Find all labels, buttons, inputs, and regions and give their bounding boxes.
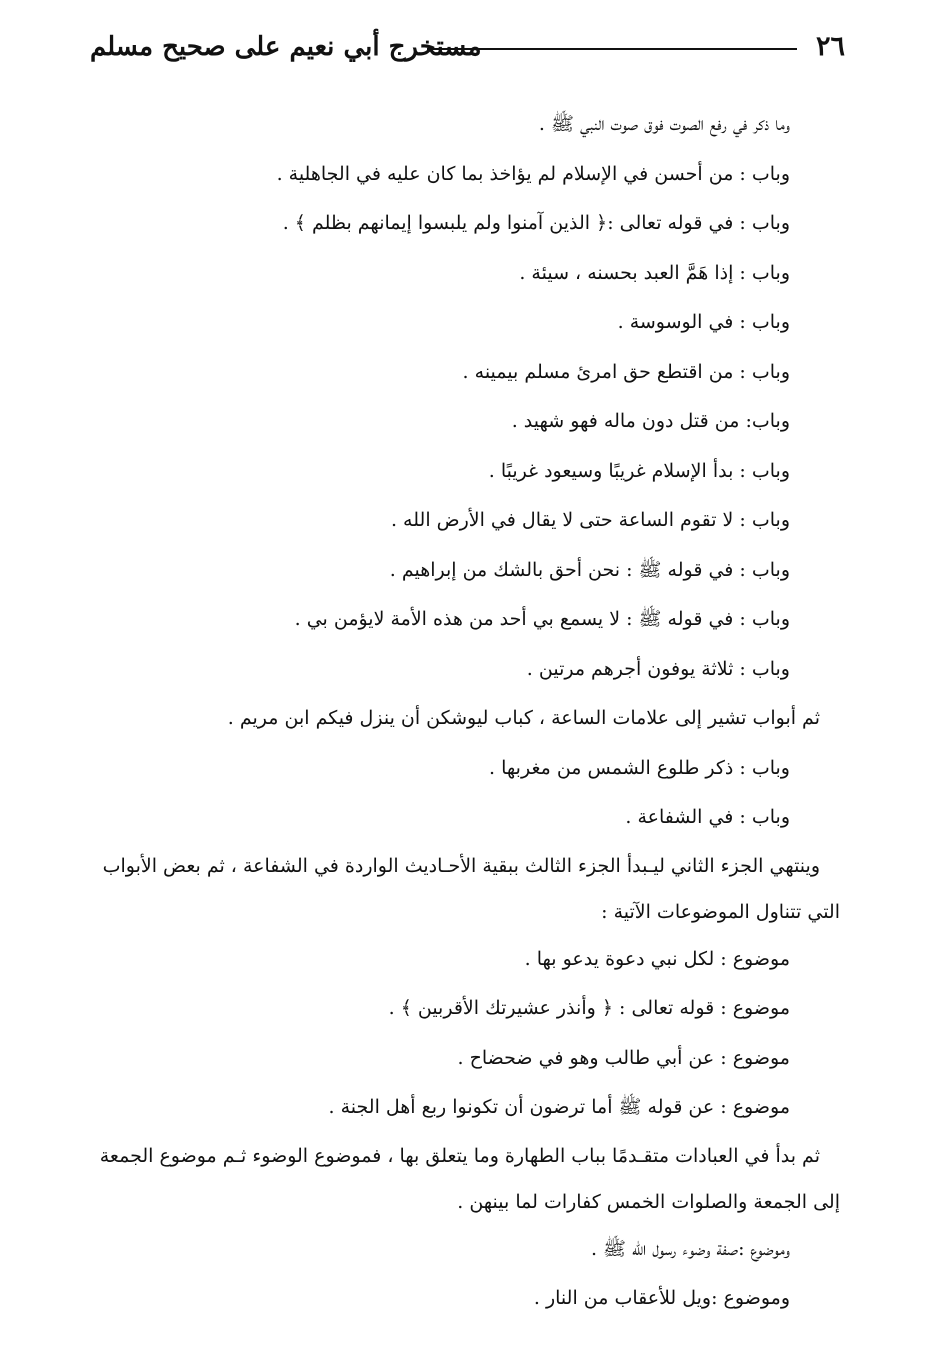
text-line: وباب : ثلاثة يوفون أجرهم مرتين .	[526, 657, 790, 680]
text-line: موضوع : عن أبي طالب وهو في ضحضاح .	[457, 1046, 790, 1069]
text-line: وباب : في الوسوسة .	[617, 311, 790, 333]
text-line: ثم أبواب تشير إلى علامات الساعة ، كباب ليوشكن أن ينزل فيكم ابن مريم .	[227, 707, 820, 729]
text-line: وباب : لا تقوم الساعة حتى لا يقال في الأرض الله .	[390, 509, 790, 531]
text-line: وباب : في قوله ﷺ : نحن أحق بالشك من إبراهيم .	[389, 558, 790, 581]
paragraph-line: ثم بدأ في العبادات متقـدمًا بباب الطهارة وما يتعلق بها ، فموضوع الوضوء ثـم موضوع الجمعة	[99, 1144, 820, 1167]
text-line: وما ذكر في رفع الصوت فوق صوت النبي ﷺ .	[538, 113, 790, 135]
text-line: وباب : إذا هَمَّ العبد بحسنه ، سيئة .	[519, 261, 790, 284]
header-rule	[427, 48, 797, 50]
text-line: وباب : من أحسن في الإسلام لم يؤاخذ بما كان عليه في الجاهلية .	[276, 162, 790, 185]
text-line: موضوع : عن قوله ﷺ أما ترضون أن تكونوا ربع أهل الجنة .	[328, 1096, 790, 1118]
body-text	[90, 100, 840, 1324]
paragraph-line: إلى الجمعة والصلوات الخمس كفارات لما بينهن .	[457, 1190, 840, 1213]
text-line: وباب: من قتل دون ماله فهو شهيد .	[511, 410, 790, 432]
paragraph-line: التي تتناول الموضوعات الآتية :	[601, 900, 840, 923]
text-line: موضوع : لكل نبي دعوة يدعو بها .	[524, 947, 790, 970]
text-line: وباب : في الشفاعة .	[625, 806, 790, 828]
text-line: وباب : من اقتطع حق امرئ مسلم بيمينه .	[462, 360, 790, 383]
text-line: وباب : بدأ الإسلام غريبًا وسيعود غريبًا .	[488, 459, 790, 482]
page-number: ٢٦	[815, 31, 845, 62]
paragraph-line: وينتهي الجزء الثاني ليـبدأ الجزء الثالث ببقية الأحـاديث الواردة في الشفاعة ، ثم بعض الأبواب	[102, 854, 820, 877]
text-line: وباب : في قوله ﷺ : لا يسمع بي أحد من هذه الأمة لايؤمن بي .	[294, 608, 790, 630]
page-header	[90, 28, 845, 72]
text-line: موضوع : قوله تعالى : ﴿ وأنذر عشيرتك الأقربين ﴾ .	[388, 997, 790, 1019]
text-line: وباب : ذكر طلوع الشمس من مغربها .	[489, 756, 790, 779]
text-line: وموضوع :ويل للأعقاب من النار .	[533, 1287, 790, 1309]
text-line: وباب : في قوله تعالى :﴿ الذين آمنوا ولم يلبسوا إيمانهم بظلم ﴾ .	[282, 212, 790, 234]
text-line: وموضوع :صفة وضوء رسول الله ﷺ .	[590, 1237, 790, 1260]
running-title: مستخرج أبي نعيم على صحيح مسلم	[90, 32, 482, 62]
